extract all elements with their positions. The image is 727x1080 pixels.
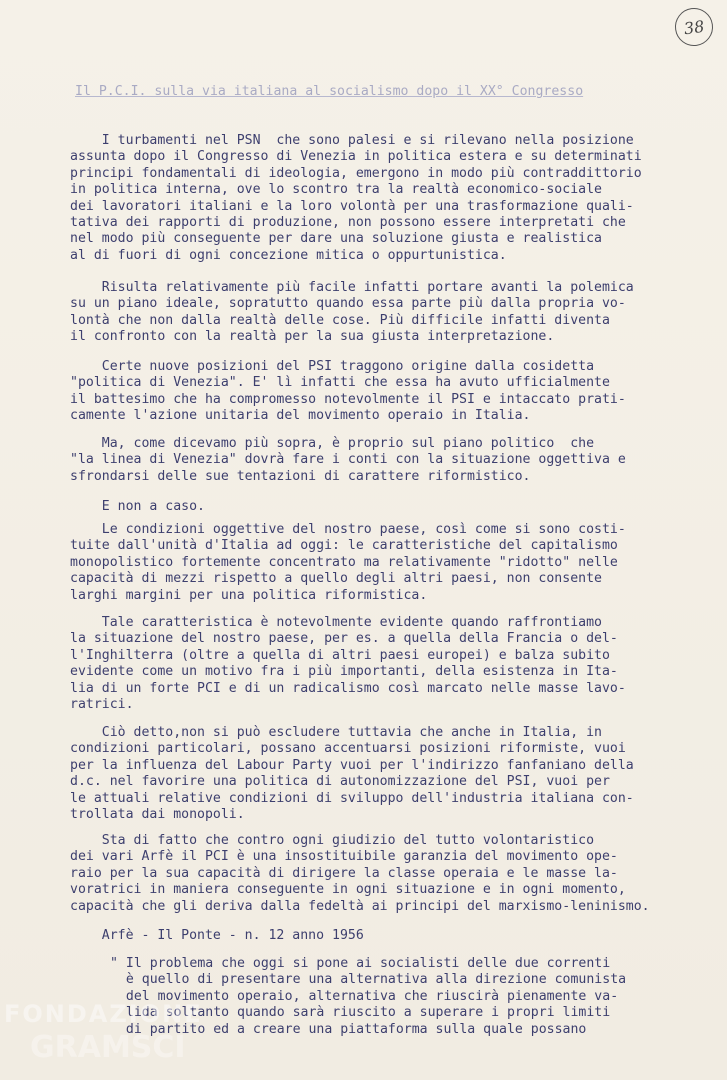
text-line: capacità che gli deriva dalla fedeltà ai principi del marxismo-leninismo. <box>70 898 650 914</box>
text-line: Ma, come dicevamo più sopra, è proprio sul piano politico che <box>70 436 595 451</box>
text-line: trollata dai monopoli. <box>70 806 245 822</box>
text-line: Le condizioni oggettive del nostro paese, così come si sono costi- <box>70 522 626 537</box>
page-number-stamp: 38 <box>673 6 716 49</box>
text-line: Tale caratteristica è notevolmente evidente quando raffrontiamo <box>70 615 602 630</box>
citation-line: Arfè - Il Ponte - n. 12 anno 1956 <box>70 928 364 943</box>
quote-line: è quello di presentare una alternativa alla direzione comunista <box>110 972 627 988</box>
text-line: lontà che non dalla realtà delle cose. Più difficile infatti diventa <box>70 312 610 328</box>
text-line: nel modo più conseguente per dare una soluzione giusta e realistica <box>70 231 602 247</box>
paragraph-9 <box>70 833 710 915</box>
text-line: le attuali relative condizioni di sviluppo dell'industria italiana con- <box>70 790 634 806</box>
text-line: Risulta relativamente più facile infatti portare avanti la polemica <box>70 280 634 295</box>
text-line: assunta dopo il Congresso di Venezia in politica estera e su determinati <box>70 149 642 165</box>
text-line: raio per la sua capacità di dirigere la classe operaia e le masse la- <box>70 865 618 881</box>
text-line: condizioni particolari, possano accentuarsi posizioni riformiste, vuoi <box>70 741 626 757</box>
paragraph-6 <box>70 522 710 604</box>
text-line: Ciò detto,non si può escludere tuttavia che anche in Italia, in <box>70 725 602 740</box>
text-line: la situazione del nostro paese, per es. a quella della Francia o del- <box>70 631 618 647</box>
text-line: lia di un forte PCI e di un radicalismo così marcato nelle masse lavo- <box>70 680 626 696</box>
paragraph-2 <box>70 280 710 346</box>
text-line: tativa dei rapporti di produzione, non possono essere interpretati che <box>70 214 626 230</box>
text-line: E non a caso. <box>70 499 205 514</box>
text-line: larghi margini per una politica riformistica. <box>70 587 428 603</box>
text-line: principi fondamentali di ideologia, emergono in modo più contraddittorio <box>70 165 642 181</box>
paragraph-8 <box>70 725 710 823</box>
text-line: voratrici in maniera conseguente in ogni situazione e in ogni momento, <box>70 882 626 898</box>
text-line: camente l'azione unitaria del movimento operaio in Italia. <box>70 408 531 424</box>
quote-line: " Il problema che oggi si pone ai socialisti delle due correnti <box>110 956 611 971</box>
text-line: per la influenza del Labour Party vuoi per l'indirizzo fanfaniano della <box>70 757 634 773</box>
text-line: Sta di fatto che contro ogni giudizio del tutto volontaristico <box>70 833 595 848</box>
text-line: "la linea di Venezia" dovrà fare i conti con la situazione oggettiva e <box>70 452 626 468</box>
archive-watermark-2: GRAMSCI <box>30 1030 186 1065</box>
document-title: Il P.C.I. sulla via italiana al socialismo dopo il XX° Congresso <box>75 84 584 99</box>
text-line: il battesimo che ha compromesso notevolmente il PSI e intaccato prati- <box>70 391 626 407</box>
paragraph-1 <box>70 133 710 264</box>
text-line: monopolistico fortemente concentrato ma relativamente "ridotto" nelle <box>70 554 618 570</box>
paragraph-5 <box>70 499 710 515</box>
paragraph-4 <box>70 436 710 485</box>
text-line: Certe nuove posizioni del PSI traggono origine dalla cosidetta <box>70 359 595 374</box>
text-line: d.c. nel favorire una politica di autonomizzazione del PSI, vuoi per <box>70 774 610 790</box>
text-line: capacità di mezzi rispetto a quello degli altri paesi, non consente <box>70 571 602 587</box>
text-line: "politica di Venezia". E' lì infatti che essa ha avuto ufficialmente <box>70 375 610 391</box>
paragraph-7 <box>70 615 710 713</box>
text-line: il confronto con la realtà per la sua giusta interpretazione. <box>70 329 555 345</box>
text-line: al di fuori di ogni concezione mitica o oppurtunistica. <box>70 247 507 263</box>
text-line: tuite dall'unità d'Italia ad oggi: le caratteristiche del capitalismo <box>70 538 618 554</box>
text-line: dei vari Arfè il PCI è una insostituibile garanzia del movimento ope- <box>70 849 618 865</box>
citation <box>70 928 710 944</box>
text-line: evidente come un motivo fra i più importanti, della esistenza in Ita- <box>70 664 618 680</box>
quote-line: di partito ed a creare una piattaforma sulla quale possano <box>110 1021 587 1037</box>
quote-line: lida soltanto quando sarà riuscito a superare i propri limiti <box>110 1005 611 1021</box>
text-line: l'Inghilterra (oltre a quella di altri paesi europei) e balza subito <box>70 647 610 663</box>
paragraph-3 <box>70 359 710 425</box>
text-line: su un piano ideale, sopratutto quando essa parte più dalla propria vo- <box>70 296 626 312</box>
archive-watermark: FONDAZIONE <box>4 1000 203 1028</box>
text-line: dei lavoratori italiani e la loro volontà per una trasformazione quali- <box>70 198 634 214</box>
text-line: ratrici. <box>70 696 134 712</box>
text-line: I turbamenti nel PSN che sono palesi e si rilevano nella posizione <box>70 133 634 148</box>
text-line: in politica interna, ove lo scontro tra la realtà economico-sociale <box>70 182 602 198</box>
text-line: sfrondarsi delle sue tentazioni di carattere riformistico. <box>70 468 531 484</box>
quote-line: del movimento operaio, alternativa che riuscirà pienamente va- <box>110 988 619 1004</box>
